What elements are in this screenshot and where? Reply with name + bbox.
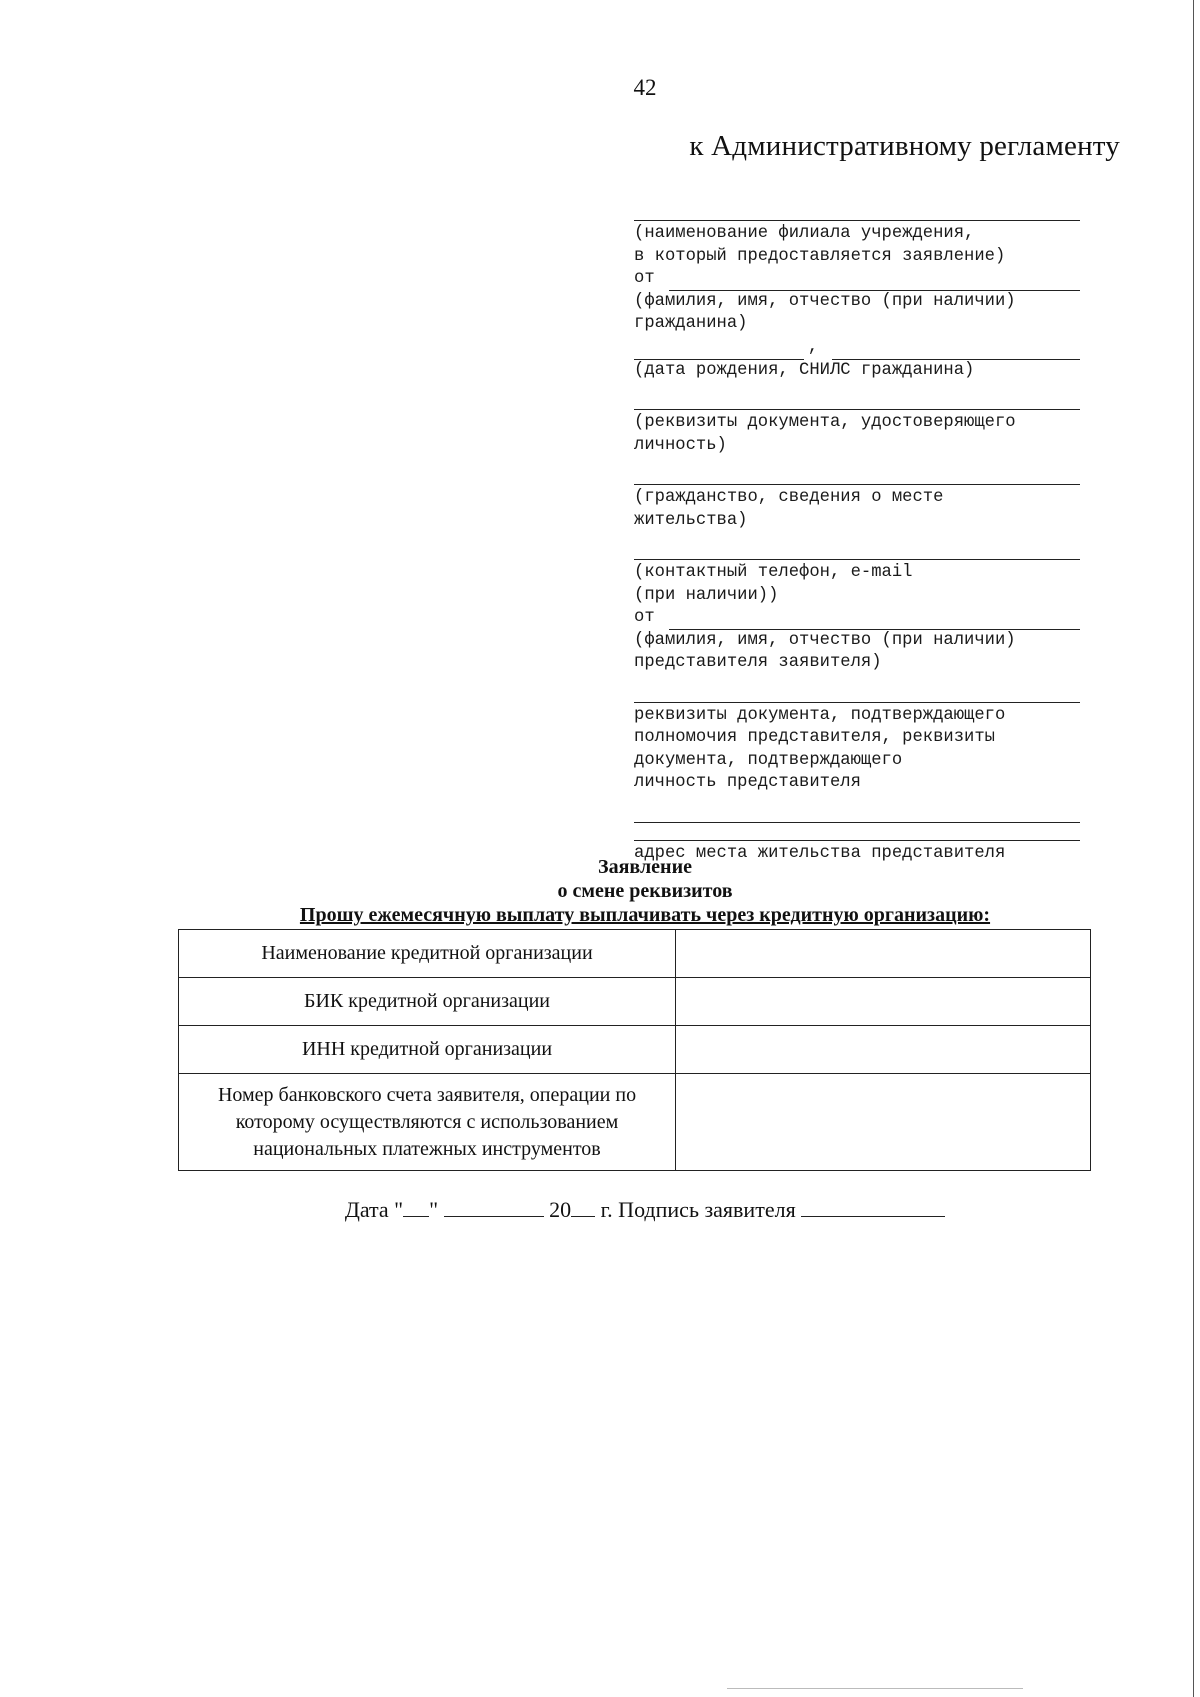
signature-label: г. Подпись заявителя bbox=[600, 1197, 796, 1222]
bank-name-label: Наименование кредитной организации bbox=[179, 930, 676, 978]
representative-docs-hint-1: реквизиты документа, подтверждающего bbox=[634, 705, 1006, 725]
bank-details-table bbox=[178, 929, 1091, 1171]
page-number: 42 bbox=[633, 75, 657, 100]
bik-value-cell[interactable] bbox=[676, 978, 1091, 1026]
date-year-field[interactable] bbox=[571, 1198, 595, 1217]
citizen-name-row bbox=[634, 268, 1080, 291]
representative-docs-hint-3: документа, подтверждающего bbox=[634, 750, 903, 770]
birth-snils-row bbox=[634, 336, 1080, 360]
scan-artifact-line bbox=[727, 1688, 1023, 1689]
form-subtitle: о смене реквизитов bbox=[557, 880, 733, 902]
applicant-header-block bbox=[634, 205, 1080, 865]
representative-address-field-2[interactable] bbox=[634, 825, 1080, 841]
birth-date-field[interactable] bbox=[634, 339, 804, 360]
birth-snils-hint: (дата рождения, СНИЛС гражданина) bbox=[634, 360, 975, 380]
representative-address-hint: адрес места жительства представителя bbox=[634, 843, 1006, 863]
representative-docs-hint-4: личность представителя bbox=[634, 773, 861, 792]
appendix-reference: к Административному регламенту bbox=[689, 130, 1120, 162]
date-signature-line bbox=[180, 1197, 1110, 1223]
branch-name-field[interactable] bbox=[634, 205, 1080, 221]
signature-field[interactable] bbox=[801, 1198, 945, 1217]
identity-doc-hint-2: личность) bbox=[634, 435, 727, 455]
contact-hint-2: (при наличии)) bbox=[634, 585, 779, 605]
date-month-field[interactable] bbox=[444, 1198, 544, 1217]
contact-field[interactable] bbox=[634, 544, 1080, 560]
citizenship-hint-2: жительства) bbox=[634, 510, 748, 530]
representative-name-hint-2: представителя заявителя) bbox=[634, 653, 882, 672]
snils-field[interactable] bbox=[832, 339, 1080, 360]
representative-docs-hint-2: полномочия представителя, реквизиты bbox=[634, 728, 995, 747]
table-row bbox=[179, 1074, 1091, 1171]
from-label-2: от bbox=[634, 608, 655, 627]
date-day-field[interactable] bbox=[403, 1198, 429, 1217]
account-number-label: Номер банковского счета заявителя, операции по которому осуществляются с использованием национальных платежных инструментов bbox=[179, 1074, 676, 1171]
comma-separator: , bbox=[807, 338, 819, 357]
table-row bbox=[179, 1026, 1091, 1074]
account-number-value-cell[interactable] bbox=[676, 1074, 1091, 1171]
branch-hint-line-2: в который предоставляется заявление) bbox=[634, 246, 1006, 266]
inn-value-cell[interactable] bbox=[676, 1026, 1091, 1074]
table-row bbox=[179, 930, 1091, 978]
citizen-name-hint-2: гражданина) bbox=[634, 314, 748, 333]
citizen-name-field[interactable] bbox=[669, 273, 1080, 291]
representative-name-row bbox=[634, 607, 1080, 630]
form-title: Заявление bbox=[598, 856, 692, 878]
table-row bbox=[179, 978, 1091, 1026]
from-label: от bbox=[634, 269, 655, 288]
scan-edge-line bbox=[1193, 0, 1194, 1697]
date-label: Дата " bbox=[344, 1197, 404, 1222]
form-title-block bbox=[180, 855, 1110, 927]
identity-doc-hint-1: (реквизиты документа, удостоверяющего bbox=[634, 413, 1016, 432]
representative-address-field-1[interactable] bbox=[634, 807, 1080, 823]
citizen-name-hint-1: (фамилия, имя, отчество (при наличии) bbox=[634, 291, 1016, 311]
representative-name-hint-1: (фамилия, имя, отчество (при наличии) bbox=[634, 630, 1016, 650]
representative-name-field[interactable] bbox=[669, 612, 1080, 630]
date-year-prefix: 20 bbox=[549, 1197, 572, 1222]
date-quote-close: " bbox=[429, 1197, 439, 1222]
inn-label: ИНН кредитной организации bbox=[179, 1026, 676, 1074]
representative-docs-field[interactable] bbox=[634, 687, 1080, 703]
citizenship-hint-1: (гражданство, сведения о месте bbox=[634, 488, 944, 507]
bik-label: БИК кредитной организации bbox=[179, 978, 676, 1026]
bank-name-value-cell[interactable] bbox=[676, 930, 1091, 978]
request-text: Прошу ежемесячную выплату выплачивать через кредитную организацию: bbox=[299, 904, 991, 926]
identity-doc-field[interactable] bbox=[634, 394, 1080, 410]
contact-hint-1: (контактный телефон, e-mail bbox=[634, 563, 913, 582]
citizenship-field[interactable] bbox=[634, 469, 1080, 485]
branch-hint-line-1: (наименование филиала учреждения, bbox=[634, 224, 975, 243]
